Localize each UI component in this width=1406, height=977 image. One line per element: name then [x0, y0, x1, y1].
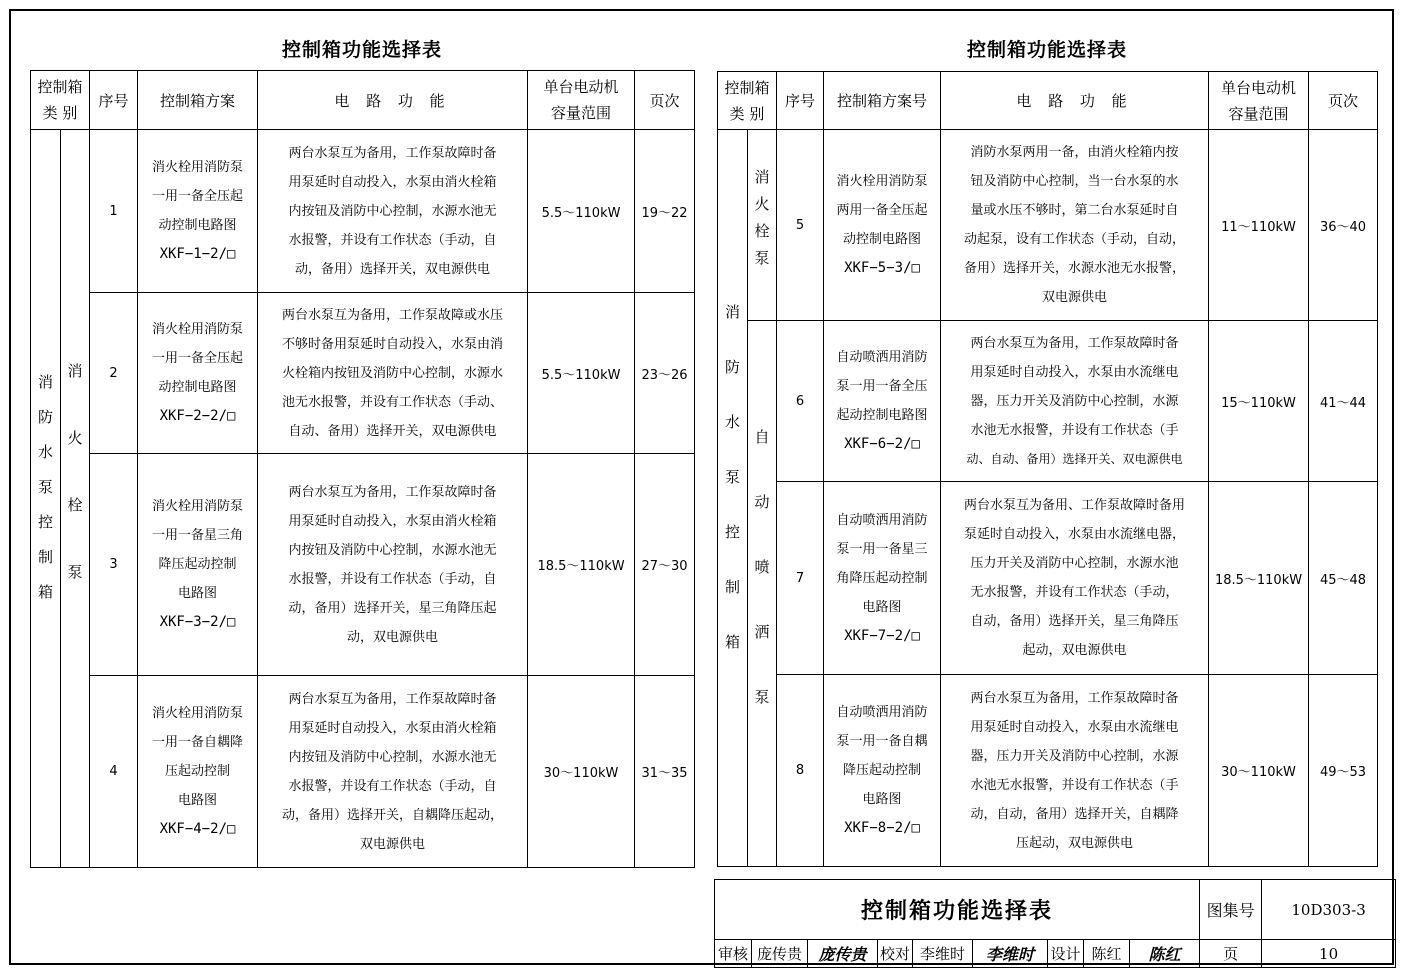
header-page: 页次	[1309, 72, 1378, 130]
category-sub-b: 自动喷洒泵	[748, 321, 777, 867]
table-row	[718, 130, 1378, 321]
header-category: 控制箱 类 别	[31, 71, 90, 130]
right-selection-table	[717, 71, 1378, 867]
review-name: 庞传贵	[752, 940, 808, 968]
row-scheme: 消火栓用消防泵 一用一备全压起 动控制电路图 XKF−1−2/□	[138, 130, 258, 293]
review-label: 审核	[715, 940, 752, 968]
row-scheme: 消火栓用消防泵 一用一备自耦降 压起动控制 电路图 XKF−4−2/□	[138, 676, 258, 868]
category-main: 消防水泵控制箱	[718, 130, 748, 867]
row-seq: 1	[90, 130, 138, 293]
category-sub-a: 消火栓泵	[748, 130, 777, 321]
row-function: 两台水泵互为备用，工作泵故障时备 用泵延时自动投入，水泵由消火栓箱 内按钮及消防中心控制，水源水池无 水报警，并设有工作状态（手动，自 动，备用）选择开关，星三角降压起 动，双电源供电	[258, 454, 528, 676]
row-scheme: 自动喷洒用消防 泵一用一备星三 角降压起动控制 电路图 XKF−7−2/□	[824, 482, 941, 675]
row-capacity: 18.5～110kW	[528, 454, 635, 676]
row-pages: 36～40	[1309, 130, 1378, 321]
row-function: 两台水泵互为备用，工作泵故障时备 用泵延时自动投入，水泵由消火栓箱 内按钮及消防中心控制，水源水池无 水报警，并设有工作状态（手动，自 动，备用）选择开关，双电源供电	[258, 130, 528, 293]
row-pages: 31～35	[635, 676, 695, 868]
design-name: 陈红	[1084, 940, 1130, 968]
table-row	[718, 321, 1378, 482]
row-capacity: 5.5～110kW	[528, 130, 635, 293]
row-function: 消防水泵两用一备，由消火栓箱内按 钮及消防中心控制，当一台水泵的水 量或水压不够时，第二台水泵延时自 动起泵，设有工作状态（手动，自动， 备用）选择开关，水源水池无水报警， 双电源供电	[941, 130, 1209, 321]
row-scheme: 自动喷洒用消防 泵一用一备自耦 降压起动控制 电路图 XKF−8−2/□	[824, 675, 941, 867]
row-pages: 19～22	[635, 130, 695, 293]
header-scheme: 控制箱方案号	[824, 72, 941, 130]
table-row	[718, 675, 1378, 867]
row-seq: 7	[777, 482, 824, 675]
atlas-number: 10D303-3	[1262, 880, 1396, 940]
table-header-row	[718, 72, 1378, 130]
row-function: 两台水泵互为备用，工作泵故障时备 用泵延时自动投入，水泵由水流继电 器，压力开关及消防中心控制，水源 水池无水报警，并设有工作状态（手 动、自动、备用）选择开关、双电源供电	[941, 321, 1209, 482]
row-capacity: 11～110kW	[1209, 130, 1309, 321]
page-number: 10	[1262, 940, 1396, 968]
row-capacity: 5.5～110kW	[528, 293, 635, 454]
row-scheme: 消火栓用消防泵 两用一备全压起 动控制电路图 XKF−5−3/□	[824, 130, 941, 321]
table-row	[31, 130, 695, 293]
table-header-row	[31, 71, 695, 130]
review-signature: 庞传贵	[808, 940, 878, 968]
row-pages: 41～44	[1309, 321, 1378, 482]
category-main: 消防水泵控制箱	[31, 130, 61, 868]
category-sub: 消火栓泵	[61, 130, 90, 868]
row-seq: 2	[90, 293, 138, 454]
header-function: 电 路 功 能	[941, 72, 1209, 130]
right-table-title: 控制箱功能选择表	[966, 39, 1127, 61]
table-row	[718, 482, 1378, 675]
row-capacity: 18.5～110kW	[1209, 482, 1309, 675]
page-label: 页	[1200, 940, 1262, 968]
row-seq: 6	[777, 321, 824, 482]
row-capacity: 30～110kW	[1209, 675, 1309, 867]
title-block-title: 控制箱功能选择表	[715, 880, 1200, 940]
table-row	[31, 293, 695, 454]
row-pages: 45～48	[1309, 482, 1378, 675]
row-function: 两台水泵互为备用，工作泵故障时备 用泵延时自动投入，水泵由水流继电 器，压力开关及消防中心控制，水源 水池无水报警，并设有工作状态（手 动，自动，备用）选择开关，自耦降 压起动，双电源供电	[941, 675, 1209, 867]
row-function: 两台水泵互为备用、工作泵故障时备用 泵延时自动投入，水泵由水流继电器， 压力开关及消防中心控制，水源水池 无水报警，并设有工作状态（手动， 自动，备用）选择开关，星三角降压 起动，双电源供电	[941, 482, 1209, 675]
header-capacity: 单台电动机 容量范围	[528, 71, 635, 130]
title-block	[714, 879, 1396, 968]
row-capacity: 30～110kW	[528, 676, 635, 868]
header-page: 页次	[635, 71, 695, 130]
table-row	[31, 676, 695, 868]
header-function: 电 路 功 能	[258, 71, 528, 130]
header-seq: 序号	[90, 71, 138, 130]
row-pages: 27～30	[635, 454, 695, 676]
check-label: 校对	[878, 940, 913, 968]
header-capacity: 单台电动机 容量范围	[1209, 72, 1309, 130]
row-seq: 5	[777, 130, 824, 321]
row-scheme: 消火栓用消防泵 一用一备星三角 降压起动控制 电路图 XKF−3−2/□	[138, 454, 258, 676]
design-label: 设计	[1048, 940, 1084, 968]
header-category: 控制箱 类 别	[718, 72, 777, 130]
check-signature: 李维时	[973, 940, 1048, 968]
left-selection-table	[30, 70, 695, 868]
row-seq: 8	[777, 675, 824, 867]
row-scheme: 自动喷洒用消防 泵一用一备全压 起动控制电路图 XKF−6−2/□	[824, 321, 941, 482]
left-table-title: 控制箱功能选择表	[281, 39, 442, 61]
row-scheme: 消火栓用消防泵 一用一备全压起 动控制电路图 XKF−2−2/□	[138, 293, 258, 454]
row-pages: 49～53	[1309, 675, 1378, 867]
row-seq: 4	[90, 676, 138, 868]
table-row	[31, 454, 695, 676]
header-seq: 序号	[777, 72, 824, 130]
atlas-label: 图集号	[1200, 880, 1262, 940]
row-capacity: 15～110kW	[1209, 321, 1309, 482]
header-scheme: 控制箱方案	[138, 71, 258, 130]
row-function: 两台水泵互为备用，工作泵故障或水压 不够时备用泵延时自动投入，水泵由消 火栓箱内按钮及消防中心控制，水源水 池无水报警，并设有工作状态（手动、 自动、备用）选择开关，双电源供电	[258, 293, 528, 454]
row-seq: 3	[90, 454, 138, 676]
row-function: 两台水泵互为备用，工作泵故障时备 用泵延时自动投入，水泵由消火栓箱 内按钮及消防中心控制，水源水池无 水报警，并设有工作状态（手动，自 动，备用）选择开关，自耦降压起动， 双电源供电	[258, 676, 528, 868]
row-pages: 23～26	[635, 293, 695, 454]
design-signature: 陈红	[1130, 940, 1200, 968]
check-name: 李维时	[913, 940, 973, 968]
